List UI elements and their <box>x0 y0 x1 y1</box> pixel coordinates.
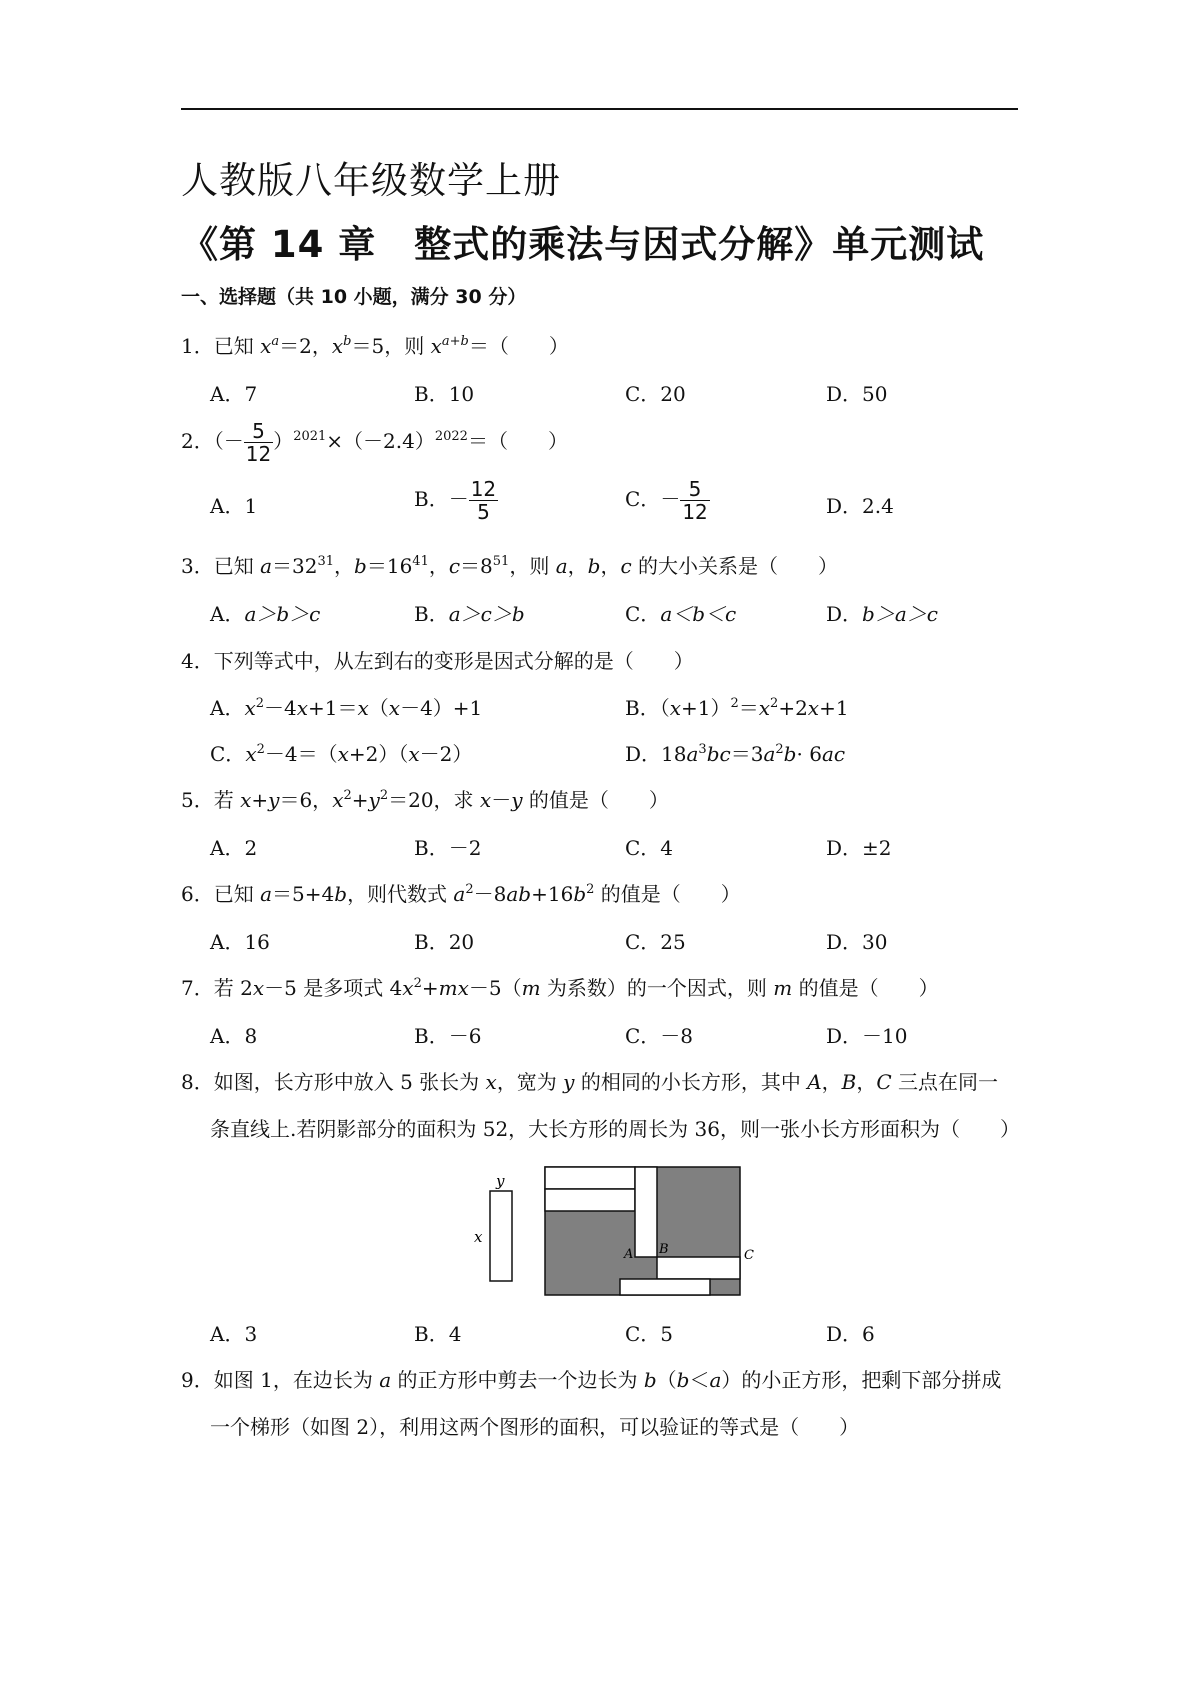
q2-option-a: A．1 <box>210 494 258 518</box>
q5-option-b: B．－2 <box>414 836 482 860</box>
q8-option-a: A．3 <box>210 1322 258 1346</box>
q4-option-c: C．$x^2-4=(x+2)(x-2)$ <box>210 742 473 766</box>
q6-option-d: D．30 <box>826 930 888 954</box>
q7-option-a: A．8 <box>210 1024 258 1048</box>
section-heading: 一、选择题（共 10 小题，满分 30 分） <box>181 286 527 308</box>
q2-option-b: B．－ $\frac{12}{5}$ <box>414 477 497 524</box>
question-6: 6．已知 a＝5+4b，则代数式 $a^2-8ab+16b^2$ 的值是（ ） <box>181 882 741 906</box>
q8-piece-1 <box>545 1167 635 1189</box>
q8-label-C: C <box>744 1248 754 1263</box>
q4-option-d: D．$18a^3bc=3a^2b\cdot 6ac$ <box>625 742 846 766</box>
q6-option-a: A．16 <box>210 930 270 954</box>
q3-option-d: D．b＞a＞c <box>826 602 938 626</box>
q1-option-d: D．50 <box>826 382 888 406</box>
question-2: 2．（－ $\frac{5}{12}$ ）$^{2021}\times(-2.4)^{2022}=$（ ） <box>181 419 568 466</box>
q8-label-B: B <box>659 1242 669 1257</box>
question-8-line1: 8．如图，长方形中放入 5 张长为 x，宽为 y 的相同的小长方形，其中 A，B，C 三点在同一 <box>181 1070 999 1094</box>
q8-option-c: C．5 <box>625 1322 674 1346</box>
q8-label-x: x <box>474 1228 483 1246</box>
question-9-line2: 一个梯形（如图 2），利用这两个图形的面积，可以验证的等式是（ ） <box>210 1415 860 1439</box>
question-1: 1．已知 $x^a=2$，$x^b=5$，则 $x^{a+b}=$（ ） <box>181 334 569 358</box>
q2-option-d: D．2.4 <box>826 494 894 518</box>
question-5: 5．若 x+y＝6，$x^2+y^2=20$，求 x－y 的值是（ ） <box>181 788 669 812</box>
q8-option-d: D．6 <box>826 1322 875 1346</box>
q1-option-a: A．7 <box>210 382 258 406</box>
q5-option-c: C．4 <box>625 836 674 860</box>
q8-piece-3 <box>635 1167 657 1257</box>
header-rule <box>181 108 1018 110</box>
q4-option-a: A．$x^2-4x+1=x(x-4)+1$ <box>210 696 483 720</box>
q5-option-d: D．±2 <box>826 836 892 860</box>
q8-piece-4 <box>657 1257 740 1279</box>
q8-figure <box>470 1160 760 1300</box>
q8-label-A: A <box>624 1247 634 1262</box>
q6-option-c: C．25 <box>625 930 686 954</box>
q6-option-b: B．20 <box>414 930 475 954</box>
question-3: 3．已知 $a=32^{31}$，$b=16^{41}$，$c=8^{51}$，则 a，b，c 的大小关系是（ ） <box>181 554 838 578</box>
q1-option-c: C．20 <box>625 382 686 406</box>
q7-option-d: D．－10 <box>826 1024 908 1048</box>
q7-option-b: B．－6 <box>414 1024 482 1048</box>
q8-option-b: B．4 <box>414 1322 462 1346</box>
doc-title-line2: 《第 14 章 整式的乘法与因式分解》单元测试 <box>181 223 985 266</box>
q4-option-b: B．$(x+1)^2=x^2+2x+1$ <box>625 696 849 720</box>
question-4: 4．下列等式中，从左到右的变形是因式分解的是（ ） <box>181 649 694 673</box>
q2-fraction: $\frac{5}{12}$ <box>245 419 272 466</box>
q8-label-y: y <box>496 1172 505 1190</box>
doc-title-line1: 人教版八年级数学上册 <box>181 159 561 202</box>
q3-option-c: C．a＜b＜c <box>625 602 737 626</box>
q8-small-rect <box>490 1191 512 1281</box>
q8-piece-5 <box>620 1279 710 1295</box>
q1-option-b: B．10 <box>414 382 475 406</box>
question-7: 7．若 2x－5 是多项式 $4x^2+mx-5(m$ 为系数）的一个因式，则 m 的值是（ ） <box>181 976 939 1000</box>
question-8-line2: 条直线上.若阴影部分的面积为 52，大长方形的周长为 36，则一张小长方形面积为（ ） <box>210 1117 1020 1141</box>
q2-option-c: C．－ $\frac{5}{12}$ <box>625 477 708 524</box>
q3-option-b: B．a＞c＞b <box>414 602 525 626</box>
q3-option-a: A．a＞b＞c <box>210 602 321 626</box>
q7-option-c: C．－8 <box>625 1024 694 1048</box>
q5-option-a: A．2 <box>210 836 258 860</box>
question-9-line1: 9．如图 1，在边长为 a 的正方形中剪去一个边长为 b（b＜a）的小正方形，把剩下部分拼成 <box>181 1368 1002 1392</box>
q8-piece-2 <box>545 1189 635 1211</box>
